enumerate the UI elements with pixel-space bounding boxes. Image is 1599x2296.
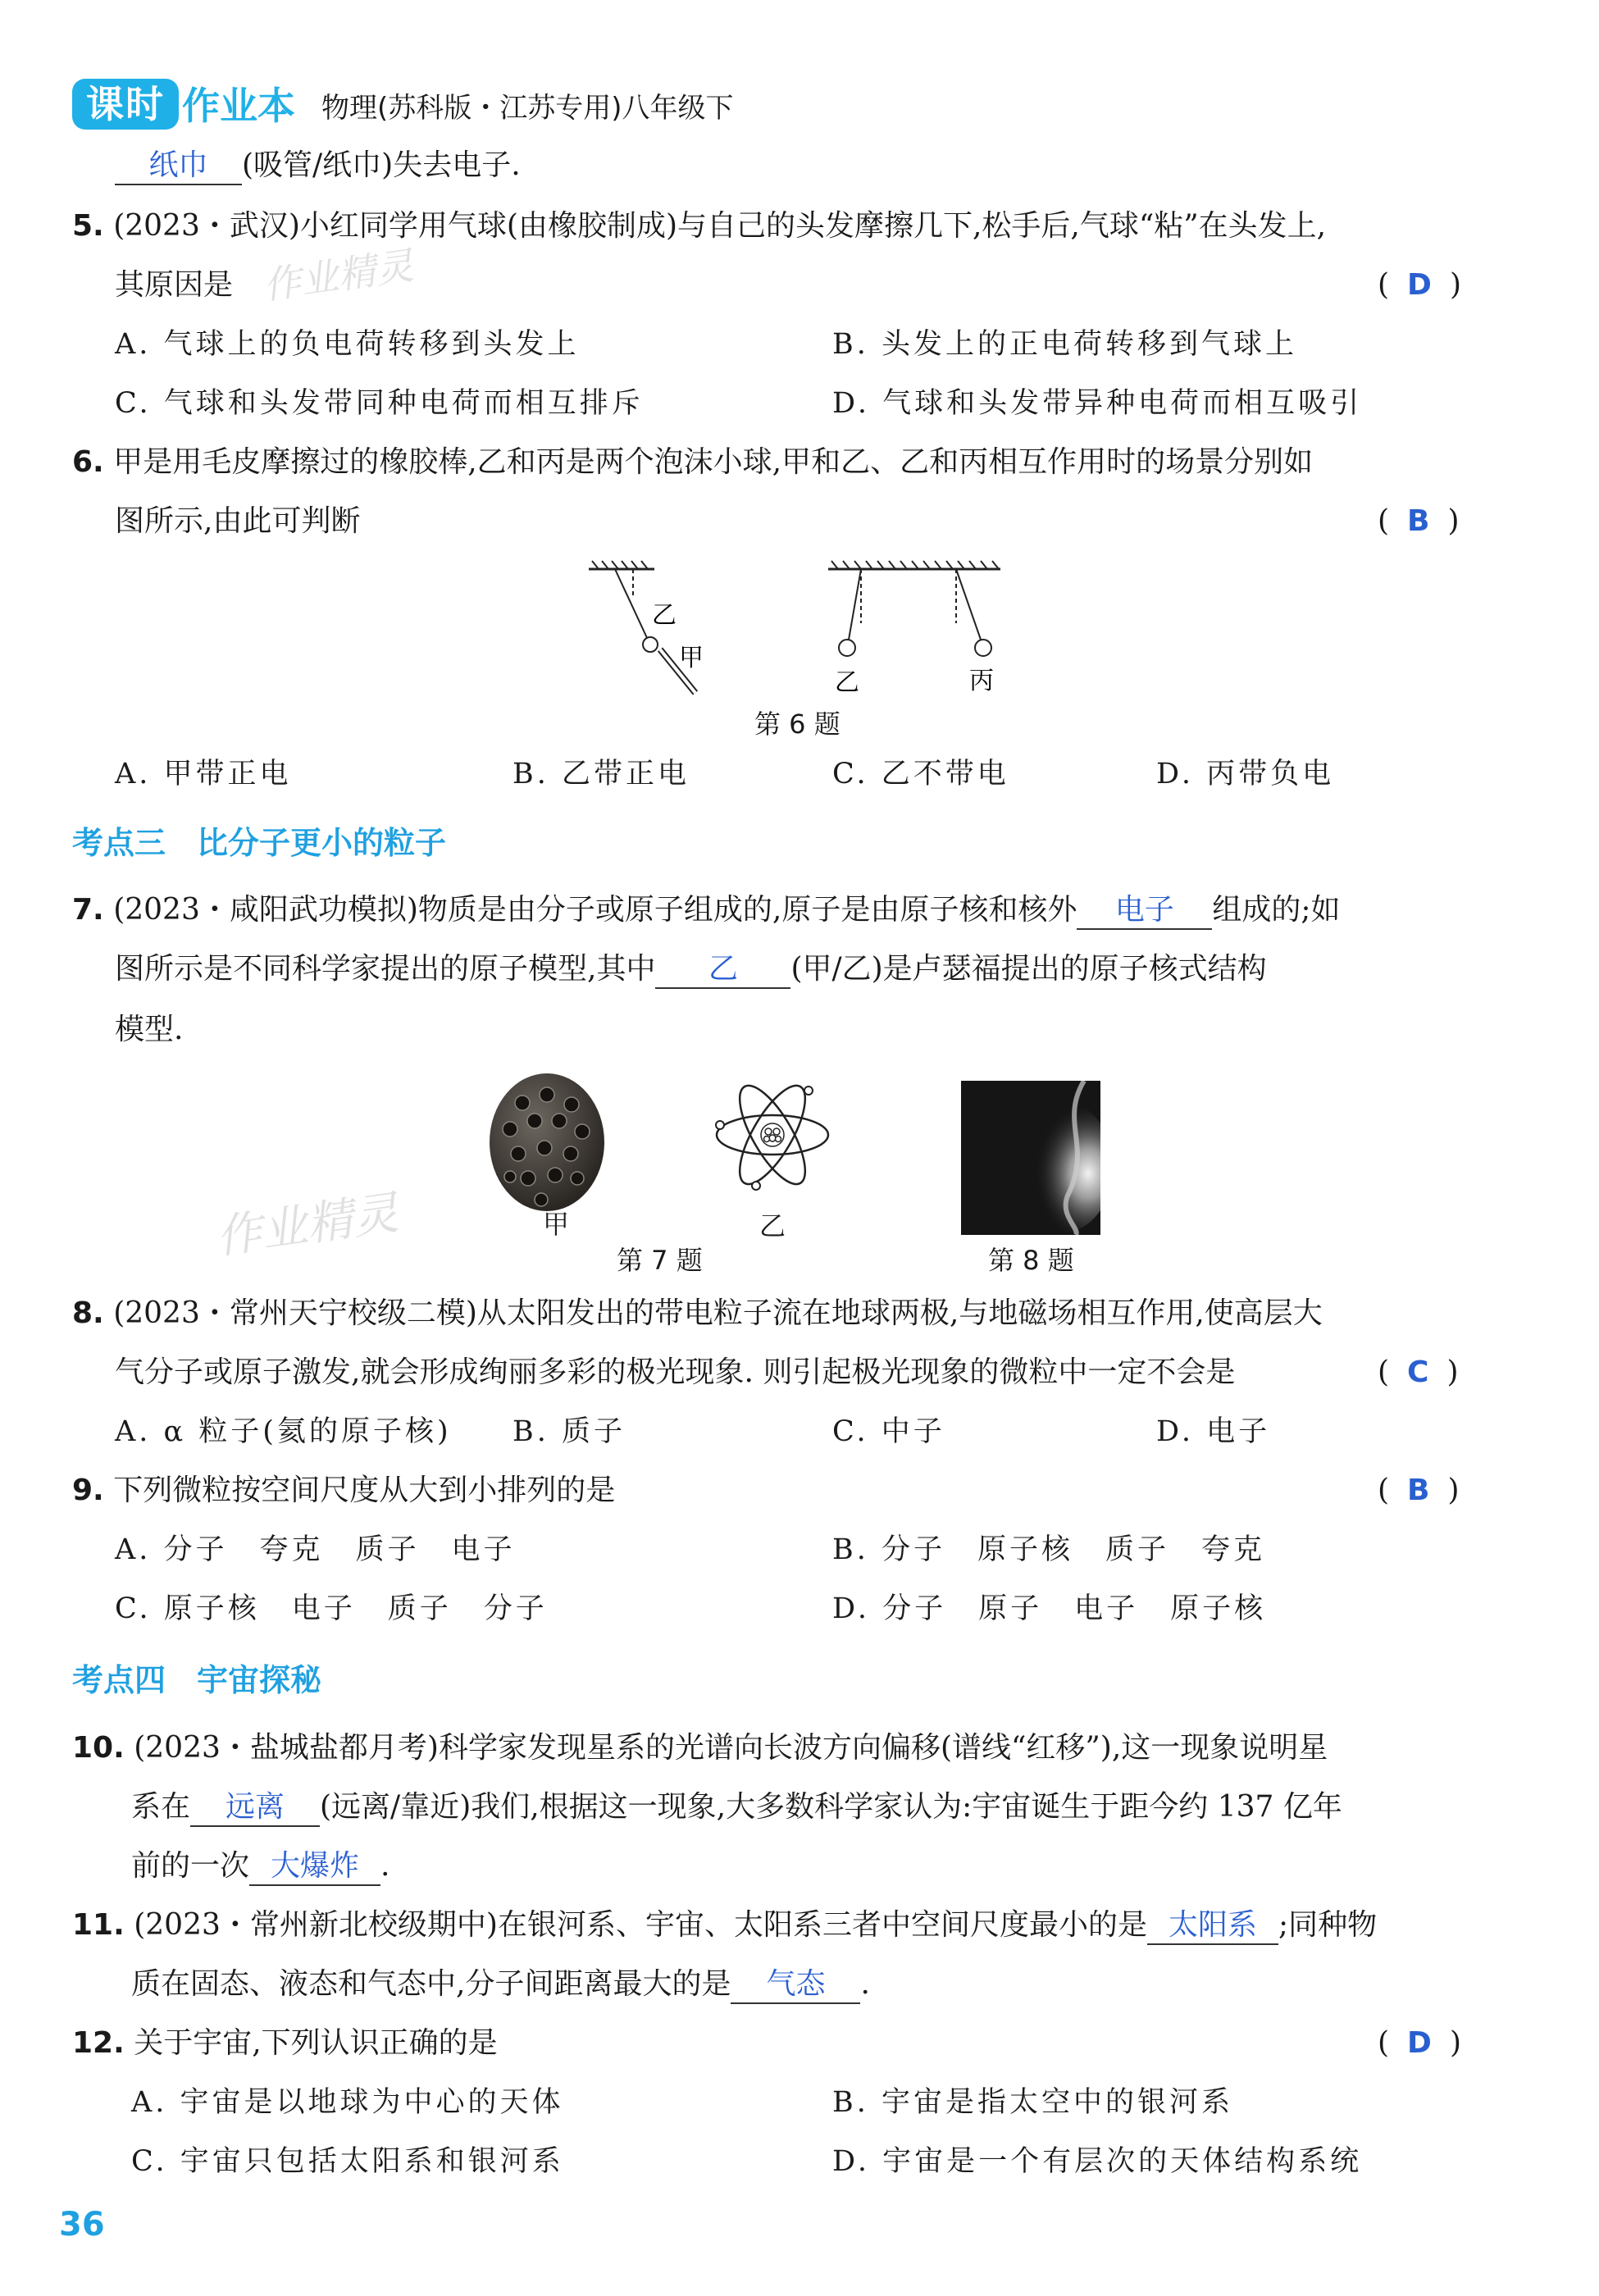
q8-answer-value: C [1407,1355,1429,1389]
q10-line1 [72,1729,1328,1768]
header-logo-title: 作业本 [182,84,295,128]
q10-blank1: 远离 [190,1789,320,1827]
q9-option-a: A. 分子 夸克 质子 电子 [115,1533,516,1566]
q7-text1: (2023・咸阳武功模拟)物质是由分子或原子组成的,原子是由原子核和核外 [113,893,1077,927]
q9-answer-value: B [1407,1474,1430,1507]
q11-text1b: ;同种物 [1278,1908,1378,1942]
q6-option-d: D. 丙带负电 [1156,758,1335,790]
section-3-title: 考点三 比分子更小的粒子 [72,825,447,861]
q10-text3b: . [380,1849,390,1883]
q7-text2: 图所示是不同科学家提出的原子模型,其中 [115,952,656,986]
watermark-mid: 作业精灵 [212,1186,403,1265]
q8-answer: ( C ) [1378,1355,1459,1389]
q10-line2 [131,1788,1342,1827]
q7-caption: 第 7 题 [617,1245,703,1276]
q11-text1: (2023・常州新北校级期中)在银河系、宇宙、太阳系三者中空间尺度最小的是 [134,1908,1147,1942]
q7-blank2: 乙 [655,951,790,989]
q6-string-yi2 [849,569,861,640]
q9-line1 [72,1471,615,1510]
q5-answer: ( D ) [1378,268,1461,302]
q8-caption: 第 8 题 [988,1245,1074,1276]
q5-answer-value: D [1407,268,1432,302]
q8-option-c: C. 中子 [832,1415,945,1448]
q10-text2: 系在 [131,1790,191,1824]
q6-option-b: B. 乙带正电 [512,758,690,790]
q9-option-c: C. 原子核 电子 质子 分子 [115,1592,548,1625]
q7-text2b: (甲/乙)是卢瑟福提出的原子核式结构 [790,952,1267,986]
q5-option-a: A. 气球上的负电荷转移到头发上 [115,328,580,361]
q9-answer: ( B ) [1378,1474,1460,1507]
q12-number: 12. [72,2026,125,2060]
q6-ball-bing [975,640,991,656]
q4-tail-text: (吸管/纸巾)失去电子. [242,148,521,182]
q12-line1 [72,2024,498,2063]
q6-string-bing [956,569,981,640]
header-subject: 物理(苏科版・江苏专用)八年级下 [321,92,734,125]
q6-line2: 图所示,由此可判断 [115,504,361,538]
q6-label-bing: 丙 [969,667,994,695]
q5-line1 [72,207,1326,246]
q10-blank2: 大爆炸 [249,1848,380,1886]
q4-tail [115,146,521,185]
page-number: 36 [59,2206,105,2244]
header-logo: 课时 [72,79,179,130]
q8-line1 [72,1294,1323,1333]
section-4-title: 考点四 宇宙探秘 [72,1662,322,1698]
q5-line2: 其原因是 [115,268,234,302]
q5-option-c: C. 气球和头发带同种电荷而相互排斥 [115,387,644,420]
q11-blank2: 气态 [731,1966,860,2004]
q7-line1 [72,891,1340,930]
q6-option-a: A. 甲带正电 [115,758,292,790]
q10-line3 [131,1847,390,1886]
q11-line2 [131,1965,870,2004]
q6-label-yi1: 乙 [652,601,676,630]
q6-number: 6. [72,445,104,479]
q8-text1: (2023・常州天宁校级二模)从太阳发出的带电粒子流在地球两极,与地磁场相互作用,使高层大 [113,1296,1323,1330]
q6-caption: 第 6 题 [754,708,840,740]
q9-number: 9. [72,1474,104,1507]
q7-figure-yi [712,1074,833,1196]
q6-option-c: C. 乙不带电 [832,758,1009,790]
q11-blank1: 太阳系 [1147,1907,1278,1945]
q6-line1 [72,443,1313,482]
q12-answer-value: D [1407,2026,1432,2060]
q10-text2b: (远离/靠近)我们,根据这一现象,大多数科学家认为:宇宙诞生于距今约 137 亿年 [320,1790,1342,1824]
q11-text2b: . [860,1967,870,2001]
q7-line3: 模型. [115,1013,184,1046]
q6-ball-yi1 [643,637,658,652]
q5-text1: (2023・武汉)小红同学用气球(由橡胶制成)与自己的头发摩擦几下,松手后,气球“粘”在头发上, [113,209,1327,243]
q10-number: 10. [72,1731,125,1765]
q11-line1 [72,1906,1377,1945]
q8-line2: 气分子或原子激发,就会形成绚丽多彩的极光现象. 则引起极光现象的微粒中一定不会是 [115,1355,1236,1389]
q6-text1: 甲是用毛皮摩擦过的橡胶棒,乙和丙是两个泡沫小球,甲和乙、乙和丙相互作用时的场景分别如 [113,445,1314,479]
q8-number: 8. [72,1296,104,1330]
q12-answer: ( D ) [1378,2026,1461,2060]
q8-option-d: D. 电子 [1156,1415,1271,1448]
q9-option-b: B. 分子 原子核 质子 夸克 [832,1533,1265,1566]
q7-label-jia: 甲 [543,1209,570,1240]
q5-number: 5. [72,209,104,243]
q5-option-b: B. 头发上的正电荷转移到气球上 [832,328,1297,361]
q5-option-d: D. 气球和头发带异种电荷而相互吸引 [832,387,1363,420]
q11-text2: 质在固态、液态和气态中,分子间距离最大的是 [131,1967,731,2001]
q12-option-d: D. 宇宙是一个有层次的天体结构系统 [832,2145,1363,2178]
q8-option-a: A. α 粒子(氦的原子核) [115,1415,452,1448]
q7-blank1: 电子 [1077,892,1212,930]
q9-option-d: D. 分子 原子 电子 原子核 [832,1592,1267,1625]
q12-option-c: C. 宇宙只包括太阳系和银河系 [131,2145,564,2178]
q6-label-yi2: 乙 [835,668,859,697]
q7-figure-jia [485,1070,608,1226]
q4-answer-blank: 纸巾 [115,148,242,185]
q6-label-jia: 甲 [679,644,704,672]
q8-option-b: B. 质子 [512,1415,626,1448]
q6-answer: ( B ) [1378,504,1460,538]
q7-number: 7. [72,893,104,927]
q12-option-a: A. 宇宙是以地球为中心的天体 [131,2086,564,2119]
q6-ball-yi2 [839,640,855,656]
q12-text1: 关于宇宙,下列认识正确的是 [134,2026,498,2060]
q8-aurora-photo [961,1081,1100,1235]
q10-text1: (2023・盐城盐都月考)科学家发现星系的光谱向长波方向偏移(谱线“红移”),这一现象说明星 [134,1731,1328,1765]
q7-label-yi: 乙 [759,1210,786,1241]
q7-line2 [115,950,1267,989]
q6-string-yi1 [615,569,648,640]
q7-nucleus [761,1123,784,1146]
q11-number: 11. [72,1908,125,1942]
q10-text3: 前的一次 [131,1849,250,1883]
q9-text1: 下列微粒按空间尺度从大到小排列的是 [113,1474,616,1507]
q7-text1b: 组成的;如 [1212,893,1341,927]
q12-option-b: B. 宇宙是指太空中的银河系 [832,2086,1233,2119]
watermark-top: 作业精灵 [260,243,417,308]
q6-figure [574,558,1033,722]
q6-answer-value: B [1407,504,1430,538]
